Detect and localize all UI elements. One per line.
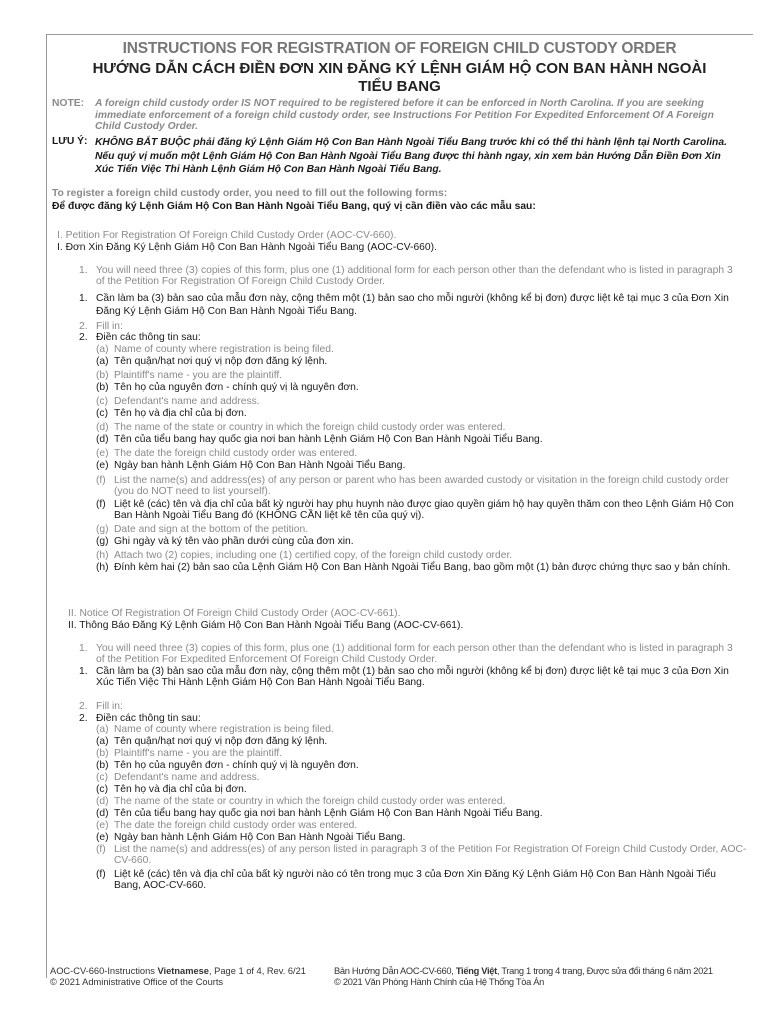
luuy-block xyxy=(52,136,742,175)
section2-heading-english: II. Notice Of Registration Of Foreign Child Custody Order (AOC-CV-661). xyxy=(68,608,401,619)
note-text: A foreign child custody order IS NOT required to be registered before it can be enforced in North Carolina. If you are seeking immediate enforcement of a foreign child custody order, see Instructions For Petition For Expedited Enforcement Of A Foreign Child Custody Order. xyxy=(95,98,714,132)
note-block xyxy=(52,98,732,132)
footer-right-line1: Bản Hướng Dẫn AOC-CV-660, Tiếng Việt, Trang 1 trong 4 trang, Được sửa đổi tháng 6 năm 2021 xyxy=(334,966,713,976)
footer-left xyxy=(50,966,306,988)
title-vietnamese-line2: TIỂU BANG xyxy=(358,78,441,95)
section2-heading-vietnamese: II. Thông Báo Đăng Ký Lệnh Giám Hộ Con Ban Hành Ngoài Tiểu Bang (AOC-CV-661). xyxy=(68,620,464,631)
title-english: INSTRUCTIONS FOR REGISTRATION OF FOREIGN CHILD CUSTODY ORDER xyxy=(122,40,677,57)
note-label: NOTE: xyxy=(52,98,85,109)
footer-left-line2: © 2021 Administrative Office of the Courts xyxy=(50,977,224,987)
section2-subitems: (a) Name of county where registration is being filed. (a) Tên quận/hạt nơi quý vị nộp đơn đăng ký lệnh. (b) Plaintiff's name - you are the plaintiff. (b) Tên họ của nguyên đơn - chính quý vị là nguyên đơn. (c) Defendant's name and address. (c) Tên họ và địa chỉ của bị đơn. (d) The name of the state or country in which the foreign child custody order was entered. (d) Tên của tiểu bang hay quốc gia nơi ban hành Lệnh Giám Hộ Con Ban Hành Ngoài Tiểu Bang. (e) The date the foreign child custody order was entered. (e) Ngày ban hành Lệnh Giám Hộ Con Ban Hành Ngoài Tiểu Bang. (f) List the name(s) and address(es) of any person listed in paragraph 3 of the Petition For Registration Of Foreign Child Custody Order, AOC-CV-660. (f) Liệt kê (các) tên và địa chỉ của bất kỳ người nào có tên trong mục 3 của Đơn Xin Đăng Ký Lệnh Giám Hộ Con Ban Hành Ngoài Tiểu Bang, AOC-CV-660. xyxy=(96,724,747,892)
section1-heading-english: I. Petition For Registration Of Foreign Child Custody Order (AOC-CV-660). xyxy=(57,230,397,241)
section1-subitems: (a) Name of county where registration is being filed. (a) Tên quận/hạt nơi quý vị nộp đơn đăng ký lệnh. (b) Plaintiff's name - you are the plaintiff. (b) Tên họ của nguyên đơn - chính quý vị là nguyên đơn. (c) Defendant's name and address. (c) Tên họ và địa chỉ của bị đơn. (d) The name of the state or country in which the foreign child custody order was entered. (d) Tên của tiểu bang hay quốc gia nơi ban hành Lệnh Giám Hộ Con Ban Hành Ngoài Tiểu Bang. (e) The date the foreign child custody order was entered. (e) Ngày ban hành Lệnh Giám Hộ Con Ban Hành Ngoài Tiểu Bang. (f) List the name(s) and address(es) of any person or parent who has been awarded custody or visitation in the foreign child custody order (you do NOT need to list yourself). (f) Liệt kê (các) tên và địa chỉ của bất kỳ người hay phụ huynh nào được giao quyền giám hộ hay quyền thăm con theo Lệnh Giám Hộ Con Ban Hành Ngoài Tiểu Bang đó (KHÔNG CẦN liệt kê tên của quý vị). (g) Date and sign at the bottom of the petition. (g) Ghi ngày và ký tên vào phần dưới cùng của đơn xin. (h) Attach two (2) copies, including one (1) certified copy, of the foreign child custody order. (h) Đính kèm hai (2) bản sao của Lệnh Giám Hộ Con Ban Hành Ngoài Tiểu Bang, bao gồm một (1) bản được chứng thực sao y bản chính. xyxy=(96,344,734,573)
intro-vietnamese: Để được đăng ký Lệnh Giám Hộ Con Ban Hành Ngoài Tiểu Bang, quý vị cần điền vào các mẫu sau: xyxy=(52,201,536,212)
luuy-label: LƯU Ý: xyxy=(52,136,88,147)
footer-left-line1: AOC-CV-660-Instructions Vietnamese, Page 1 of 4, Rev. 6/21 xyxy=(50,966,306,976)
footer-right-line2: © 2021 Văn Phòng Hành Chính của Hệ Thống Tòa Án xyxy=(334,977,545,987)
intro-english: To register a foreign child custody order, you need to fill out the following forms: xyxy=(52,188,448,199)
title-vietnamese xyxy=(47,60,752,96)
title-vietnamese-line1: HƯỚNG DẪN CÁCH ĐIỀN ĐƠN XIN ĐĂNG KÝ LỆNH GIÁM HỘ CON BAN HÀNH NGOÀI xyxy=(92,60,707,77)
luuy-text: KHÔNG BẮT BUỘC phải đăng ký Lệnh Giám Hộ Con Ban Hành Ngoài Tiểu Bang trước khi có thể thi hành lệnh tại North Carolina. Nếu quý vị muốn một Lệnh Giám Hộ Con Ban Hành Ngoài Tiểu Bang được thi hành ngay, xin xem bản Hướng Dẫn Điền Đơn Xin Xúc Tiến Việc Thi Hành Lệnh Giám Hộ Con Ban Hành Ngoài Tiểu Bang. xyxy=(95,137,727,175)
footer-right xyxy=(334,966,713,988)
section1-heading-vietnamese: I. Đơn Xin Đăng Ký Lệnh Giám Hộ Con Ban Hành Ngoài Tiểu Bang (AOC-CV-660). xyxy=(57,242,437,253)
